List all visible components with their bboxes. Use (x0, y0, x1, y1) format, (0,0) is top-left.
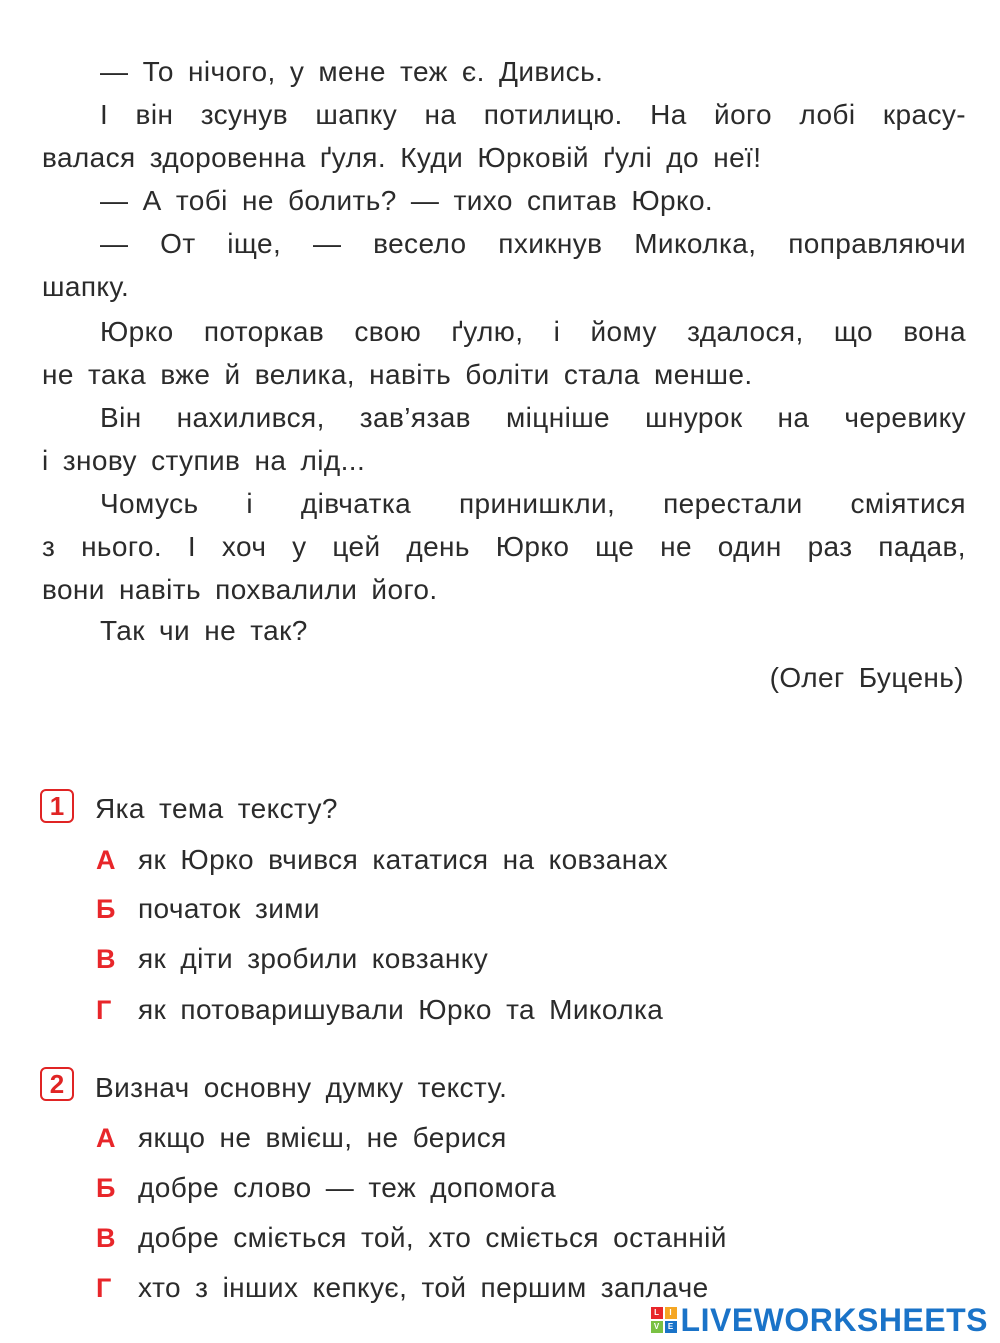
liveworksheets-logo[interactable] (651, 1300, 988, 1340)
story-line-4: — А тобі не болить? — тихо спитав Юрко. (100, 185, 714, 216)
logo-tiles-icon (651, 1307, 677, 1333)
q1-option-a-text[interactable]: як Юрко вчився кататися на ковзанах (138, 844, 668, 875)
story-line-2: І він зсунув шапку на потилицю. На його лобі красу- (100, 99, 966, 130)
story-line-11: Чомусь і дівчатка принишкли, перестали сміятися (100, 488, 966, 519)
q2-option-d-text[interactable]: хто з інших кепкує, той першим заплаче (138, 1272, 709, 1303)
question-1-text: Яка тема тексту? (95, 793, 338, 824)
story-line-7: Юрко поторкав свою ґулю, і йому здалося, що вона (100, 316, 966, 347)
q1-option-b-letter: Б (96, 894, 116, 924)
q2-option-a-text[interactable]: якщо не вмієш, не берися (138, 1122, 507, 1153)
q1-option-a-letter: А (96, 845, 116, 875)
q2-option-b-letter: Б (96, 1173, 116, 1203)
story-line-14: Так чи не так? (100, 615, 308, 646)
q2-option-a-letter: А (96, 1123, 116, 1153)
story-line-6: шапку. (42, 271, 130, 302)
story-line-9: Він нахилився, зав’язав міцніше шнурок на черевику (100, 402, 966, 433)
q1-option-d-text[interactable]: як потоваришували Юрко та Миколка (138, 994, 664, 1025)
question-2-text: Визнач основну думку тексту. (95, 1072, 508, 1103)
story-line-12: з нього. І хоч у цей день Юрко ще не один раз падав, (42, 531, 966, 562)
q2-option-c-text[interactable]: добре сміється той, хто сміється останній (138, 1222, 727, 1253)
q1-option-b-text[interactable]: початок зими (138, 893, 320, 924)
logo-text: LIVEWORKSHEETS (680, 1301, 988, 1338)
story-line-3: валася здоровенна ґуля. Куди Юрковій ґулі до неї! (42, 142, 762, 173)
question-2-number: 2 (40, 1067, 74, 1101)
q1-option-d-letter: Г (96, 995, 112, 1025)
question-1-number: 1 (40, 789, 74, 823)
q1-option-c-letter: В (96, 944, 116, 974)
logo-tile-e: E (665, 1321, 677, 1333)
story-line-13: вони навіть похвалили його. (42, 574, 438, 605)
q2-option-c-letter: В (96, 1223, 116, 1253)
logo-tile-i: I (665, 1307, 677, 1319)
story-line-5: — От іще, — весело пхикнув Миколка, поправляючи (100, 228, 966, 259)
story-line-10: і знову ступив на лід... (42, 445, 366, 476)
story-line-8: не така вже й велика, навіть боліти стала менше. (42, 359, 753, 390)
q2-option-d-letter: Г (96, 1273, 112, 1303)
q2-option-b-text[interactable]: добре слово — теж допомога (138, 1172, 557, 1203)
logo-tile-l: L (651, 1307, 663, 1319)
story-author: (Олег Буцень) (769, 662, 964, 693)
q1-option-c-text[interactable]: як діти зробили ковзанку (138, 943, 489, 974)
logo-tile-v: V (651, 1321, 663, 1333)
story-line-1: — То нічого, у мене теж є. Дивись. (100, 56, 604, 87)
